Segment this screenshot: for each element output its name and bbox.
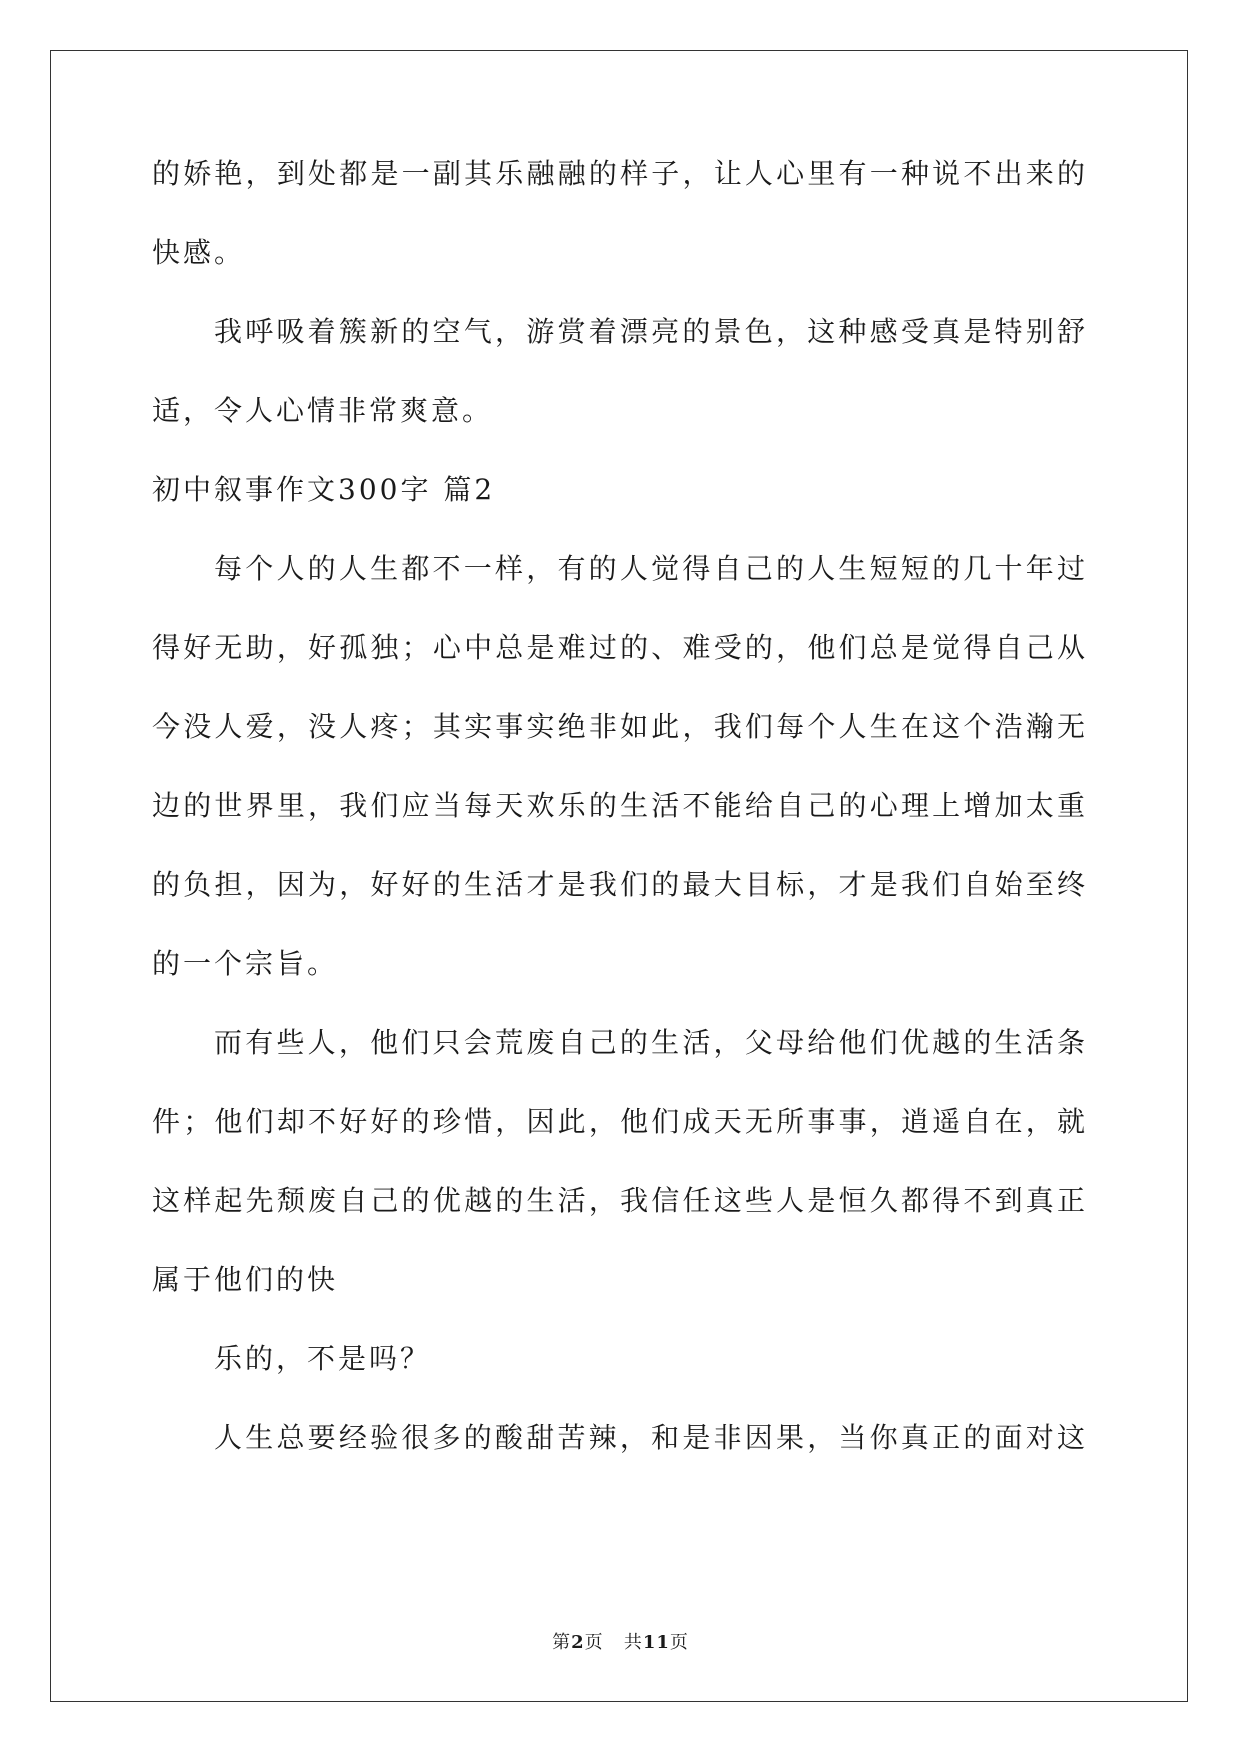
total-prefix: 共: [623, 1632, 643, 1653]
page-number: 2: [571, 1632, 585, 1653]
text-line: 而有些人，他们只会荒废自己的生活，父母给他们优越的生活条: [214, 1026, 1088, 1059]
text-line: 今没人爱，没人疼；其实事实绝非如此，我们每个人生在这个浩瀚无: [152, 710, 1088, 743]
text-line: 快感。: [152, 236, 246, 269]
page-footer: [0, 1628, 1241, 1654]
document-body: [152, 157, 1088, 1503]
text-line: 边的世界里，我们应当每天欢乐的生活不能给自己的心理上增加太重: [152, 789, 1088, 822]
text-line: 属于他们的快: [152, 1263, 339, 1296]
text-line: 每个人的人生都不一样，有的人觉得自己的人生短短的几十年过: [214, 552, 1088, 585]
text-line: 件；他们却不好好的珍惜，因此，他们成天无所事事，逍遥自在，就: [152, 1105, 1088, 1138]
text-line: 适，令人心情非常爽意。: [152, 394, 494, 427]
text-line: 我呼吸着簇新的空气，游赏着漂亮的景色，这种感受真是特别舒: [214, 315, 1088, 348]
page-prefix: 第: [552, 1632, 572, 1653]
text-line: 的一个宗旨。: [152, 947, 339, 980]
text-line: 得好无助，好孤独；心中总是难过的、难受的，他们总是觉得自己从: [152, 631, 1088, 664]
text-line: 人生总要经验很多的酸甜苦辣，和是非因果，当你真正的面对这: [214, 1421, 1088, 1454]
text-line: 乐的，不是吗？: [214, 1342, 432, 1375]
text-line: 这样起先颓废自己的优越的生活，我信任这些人是恒久都得不到真正: [152, 1184, 1088, 1217]
section-heading: 初中叙事作文300字 篇2: [152, 473, 496, 506]
total-pages: 11: [642, 1632, 670, 1653]
text-line: 的负担，因为，好好的生活才是我们的最大目标，才是我们自始至终: [152, 868, 1088, 901]
page-suffix: 页: [584, 1632, 604, 1653]
total-suffix: 页: [669, 1632, 689, 1653]
text-line: 的娇艳，到处都是一副其乐融融的样子，让人心里有一种说不出来的: [152, 157, 1088, 190]
